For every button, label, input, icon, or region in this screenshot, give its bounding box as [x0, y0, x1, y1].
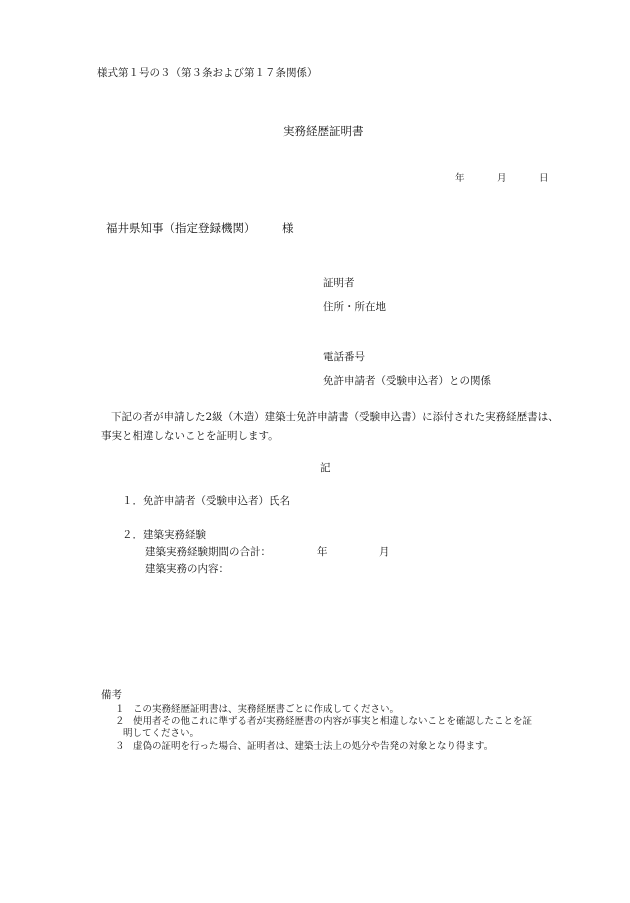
notes-heading: 備考	[101, 689, 122, 701]
record-label: 記	[320, 462, 331, 474]
date-month-label: 月	[497, 173, 507, 184]
statement-line-2: 事実と相違しないことを証明します。	[101, 430, 279, 442]
certifier-label: 証明者	[323, 277, 355, 289]
note-1-text: この実務経歴証明書は、実務経歴書ごとに作成してください。	[133, 704, 400, 715]
experience-total-year: 年	[317, 546, 328, 558]
form-number: 様式第１号の３（第３条および第１７条関係）	[97, 67, 318, 79]
note-2-number: ２	[115, 716, 125, 727]
note-2-text-line-2: 明してください。	[123, 728, 200, 739]
note-1-number: １	[115, 704, 125, 715]
experience-content-label: 建築実務の内容：	[145, 563, 229, 575]
document-title: 実務経歴証明書	[283, 124, 364, 138]
date-year-label: 年	[455, 173, 465, 184]
experience-total-month: 月	[379, 546, 390, 558]
addressee-name: 福井県知事（指定登録機関）	[106, 221, 256, 235]
item-applicant-name: １．免許申請者（受験申込者）氏名	[122, 495, 290, 507]
note-3-number: ３	[115, 741, 125, 752]
item-experience: ２．建築実務経験	[122, 529, 206, 541]
experience-total-label: 建築実務経験期間の合計：	[145, 546, 271, 558]
note-3-text: 虚偽の証明を行った場合、証明者は、建築士法上の処分や告発の対象となり得ます。	[133, 741, 494, 752]
certifier-address-label: 住所・所在地	[323, 301, 386, 313]
date-day-label: 日	[539, 173, 549, 184]
statement-line-1: 下記の者が申請した2級（木造）建築士免許申請書（受験申込書）に添付された実務経歴書は、	[111, 411, 559, 423]
note-2-text-line-1: 使用者その他これに準ずる者が実務経歴書の内容が事実と相違しないことを確認したことを証	[133, 716, 533, 727]
certifier-phone-label: 電話番号	[323, 351, 365, 363]
addressee-honorific: 様	[282, 221, 294, 235]
certifier-relation-label: 免許申請者（受験申込者）との関係	[323, 375, 491, 387]
